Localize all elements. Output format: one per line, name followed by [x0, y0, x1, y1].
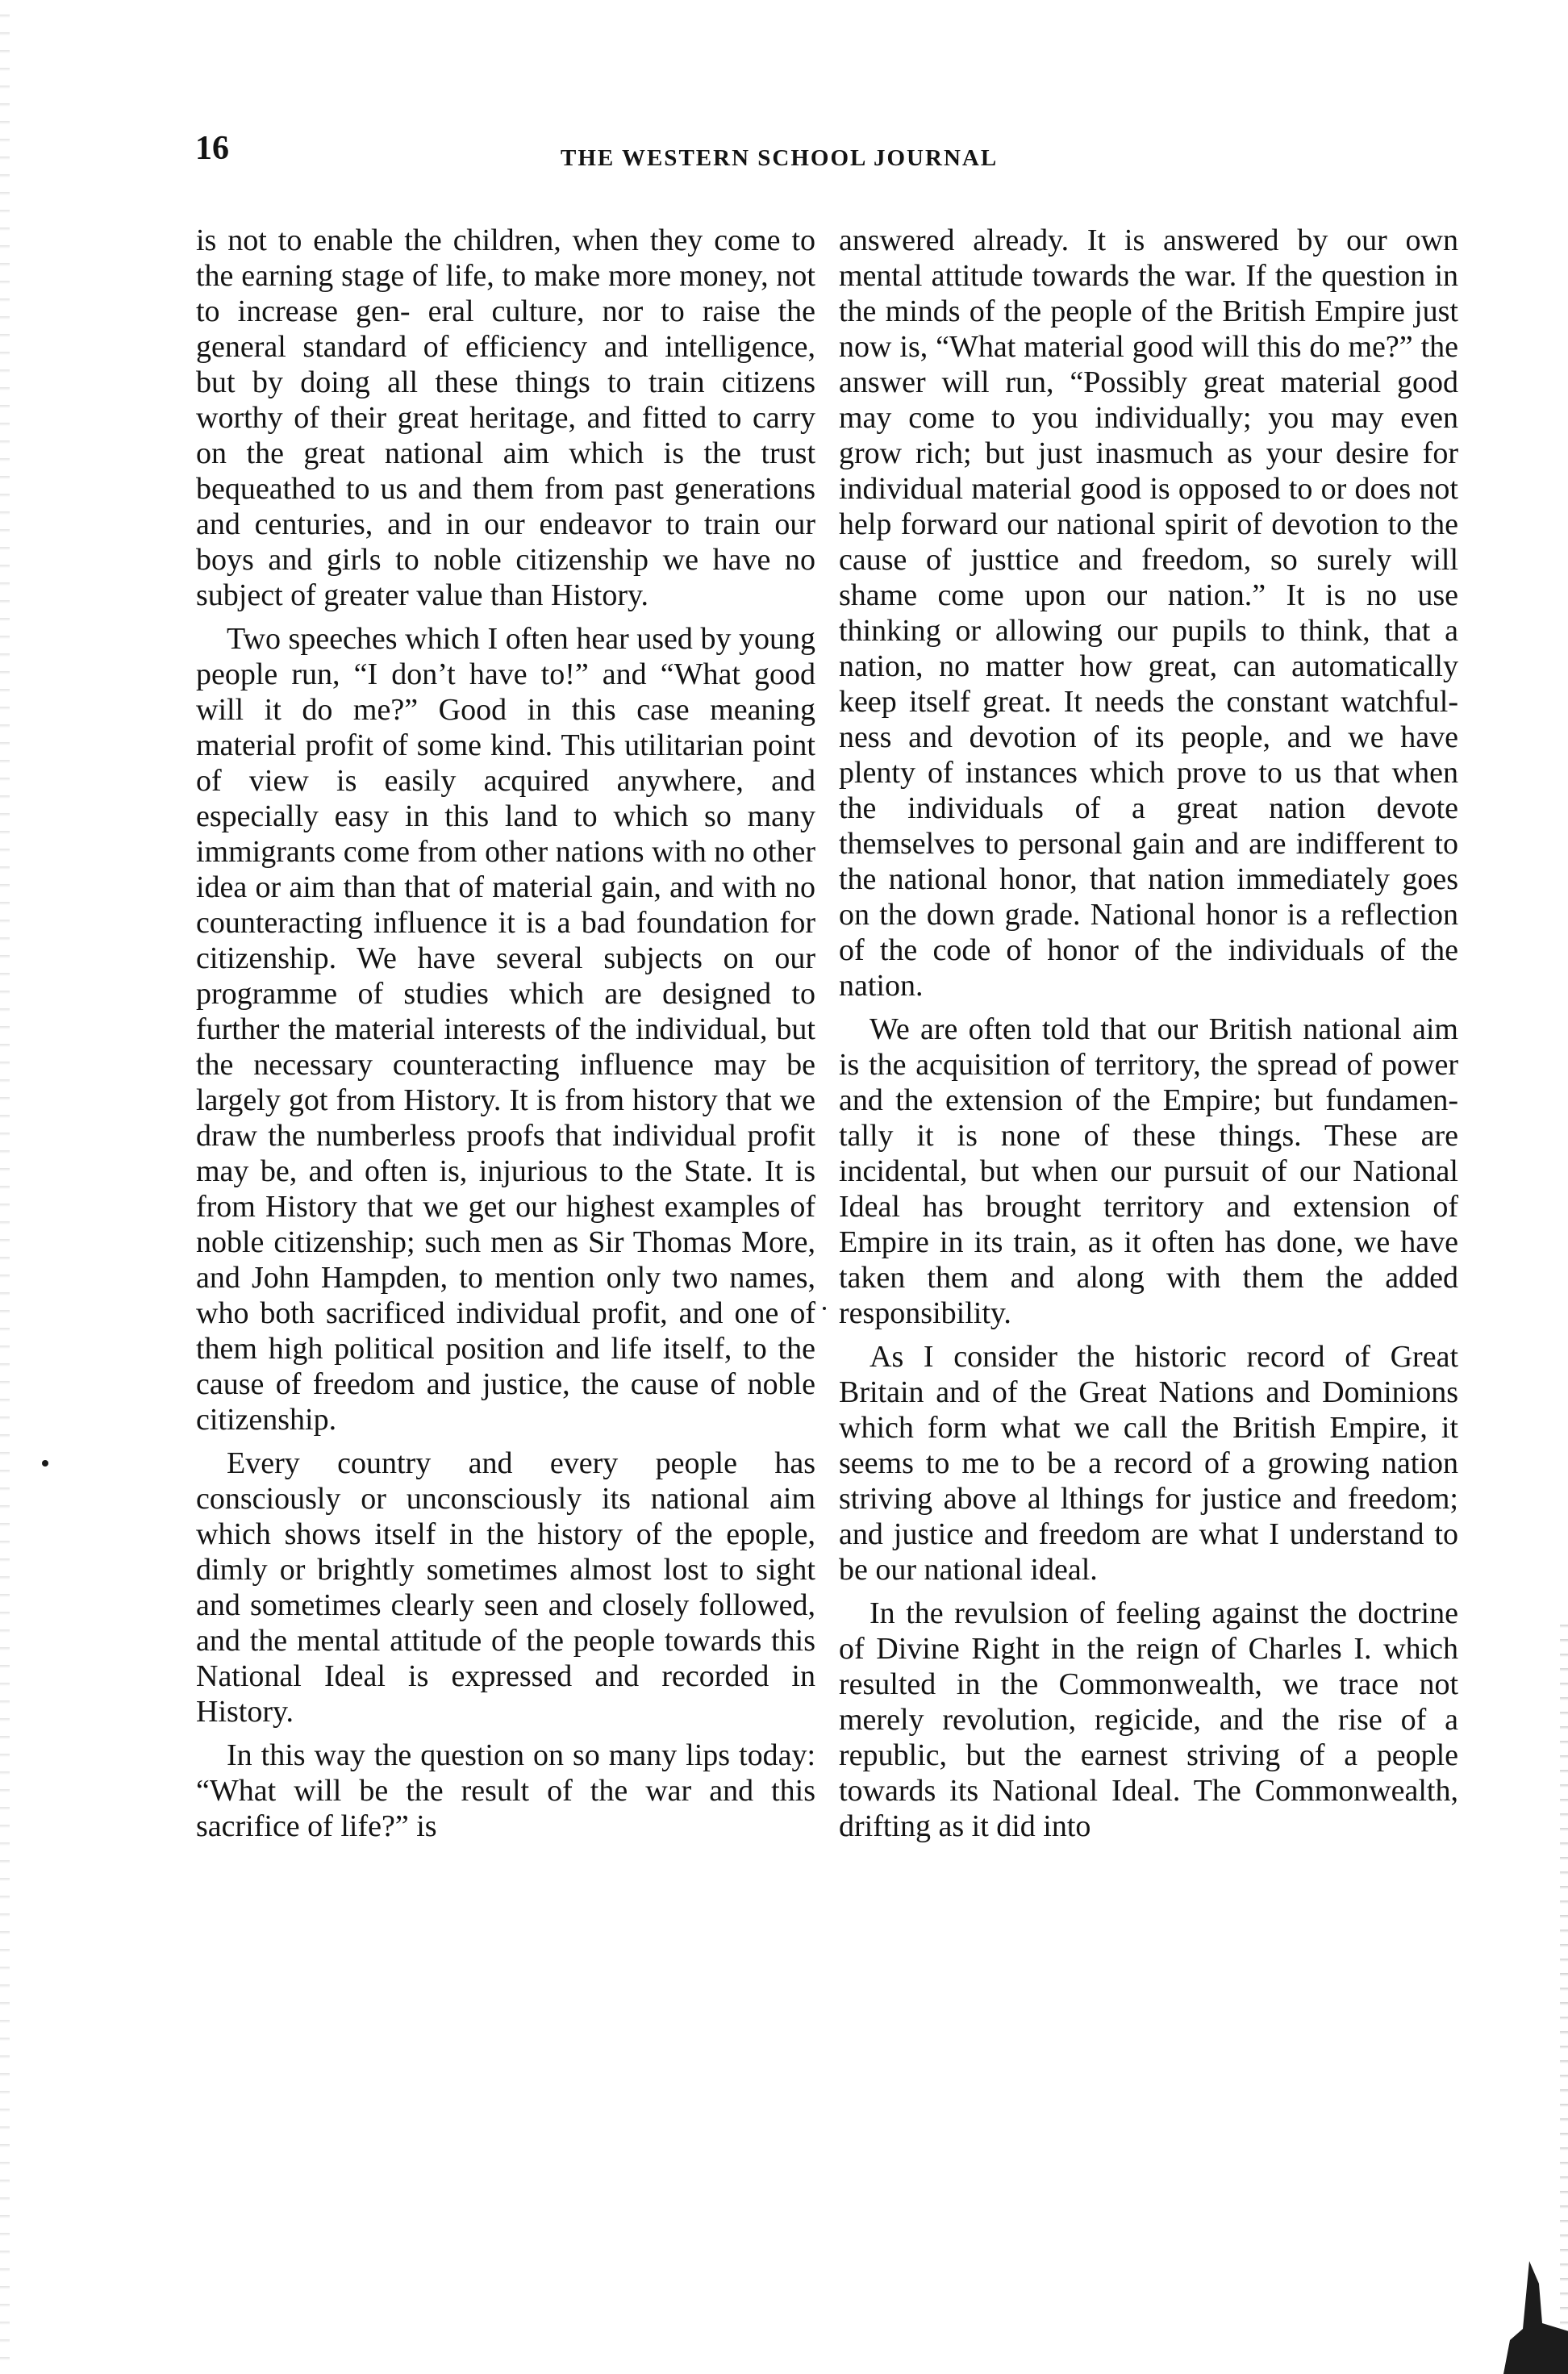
scan-edge-left	[0, 0, 10, 2374]
left-paragraph-3: Every country and every people has consciously or unconsciously its national aim which shows itself in the history of the epople, dimly or brightly sometimes almost lost to sight and sometimes clearly seen and closely followed, and the mental attitude of the people towards this National Ideal is expressed and recorded in History.	[196, 1446, 815, 1729]
right-paragraph-1: answered already. It is answered by our own mental attitude towards the war. If the question in the minds of the people of the British Empire just now is, “What material good will this do me?” the answer will run, “Possibly great material good may come to you individually; you may even grow rich; but just inasmuch as your desire for individual material good is opposed to or does not help forward our national spirit of devotion to the cause of justtice and freedom, so surely will shame come upon our nation.” It is no use thinking or allowing our pupils to think, that a nation, no matter how great, can automatically keep itself great. It needs the constant watchfulness and devotion of its people, and we have plenty of instances which prove to us that when the individuals of a great nation devote themselves to personal gain and are indifferent to the national honor, that nation immediately goes on the down grade. National honor is a reflection of the code of honor of the individuals of the nation.	[839, 223, 1458, 1003]
scan-speck	[42, 1460, 48, 1467]
scan-ink-blot	[1503, 2261, 1568, 2374]
right-paragraph-4: In the revulsion of feeling against the doctrine of Divine Right in the reign of Charles I. which resulted in the Commonwealth, we trace not merely revolution, regicide, and the rise of a republic, but the earnest striving of a people towards its National Ideal. The Commonwealth, drifting as it did into	[839, 1596, 1458, 1843]
running-title: THE WESTERN SCHOOL JOURNAL	[561, 145, 999, 171]
left-column	[196, 223, 815, 1852]
left-paragraph-4: In this way the question on so many lips today: “What will be the result of the war and this sacrifice of life?” is	[196, 1738, 815, 1843]
left-paragraph-2: Two speeches which I often hear used by young people run, “I don’t have to!” and “What good will it do me?” Good in this case meaning material profit of some kind. This utilitarian point of view is easily acquired anywhere, and especially easy in this land to which so many immigrants come from other nations with no other idea or aim than that of material gain, and with no counteracting influence it is a bad foundation for citizenship. We have several subjects on our programme of studies which are designed to further the material interests of the individual, but the necessary counteracting influence may be largely got from History. It is from history that we draw the numberless proofs that individual profit may be, and often is, injurious to the State. It is from History that we get our highest examples of noble citizenship; such men as Sir Thomas More, and John Hampden, to mention only two names, who both sacrificed individual profit, and one of them high political position and life itself, to the cause of freedom and justice, the cause of noble citizenship.	[196, 622, 815, 1437]
right-paragraph-2: We are often told that our British national aim is the acquisition of territory, the spread of power and the extension of the Empire; but fundamentally it is none of these things. These are incidental, but when our pursuit of our National Ideal has brought territory and extension of Empire in its train, as it often has done, we have taken them and along with them the added responsibility.	[839, 1012, 1458, 1330]
scan-speck	[823, 1307, 826, 1310]
left-paragraph-1: is not to enable the children, when they come to the earning stage of life, to make more money, not to increase gen- eral culture, nor to raise the general standard of efficiency and intelligence, but by doing all these things to train citizens worthy of their great heritage, and fitted to carry on the great national aim which is the trust bequeathed to us and them from past generations and centuries, and in our endeavor to train our boys and girls to noble citizenship we have no subject of greater value than History.	[196, 223, 815, 612]
right-column	[839, 223, 1458, 1852]
page-number: 16	[195, 130, 229, 167]
scan-edge-right	[1560, 1613, 1568, 2374]
right-paragraph-3: As I consider the historic record of Great Britain and of the Great Nations and Dominions which form what we call the British Empire, it seems to me to be a record of a growing nation striving above al lthings for justice and freedom; and justice and freedom are what I understand to be our national ideal.	[839, 1340, 1458, 1587]
